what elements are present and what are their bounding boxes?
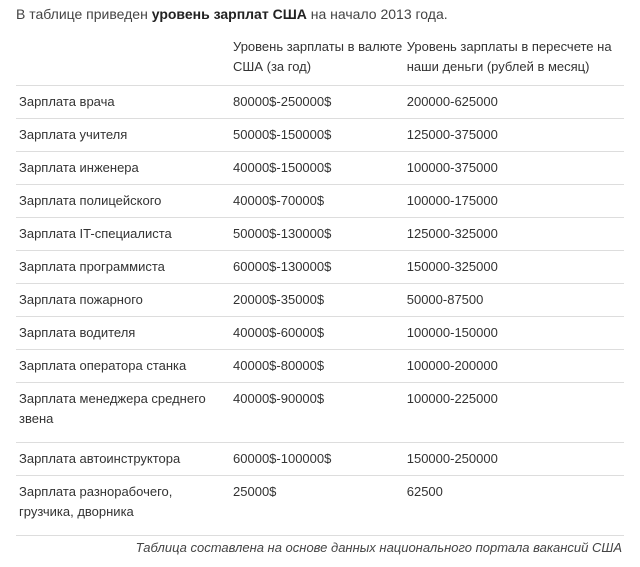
- row-rub: 125000-375000: [404, 119, 624, 152]
- row-label: Зарплата учителя: [16, 119, 230, 152]
- row-label: Зарплата оператора станка: [16, 350, 230, 383]
- table-row: [16, 185, 624, 218]
- row-label: Зарплата врача: [16, 86, 230, 119]
- table-row: [16, 152, 624, 185]
- row-usd: 60000$-130000$: [230, 251, 404, 284]
- row-usd: 50000$-150000$: [230, 119, 404, 152]
- row-rub: 150000-250000: [404, 443, 624, 476]
- row-rub: 100000-175000: [404, 185, 624, 218]
- intro-suffix: на начало 2013 года.: [306, 6, 448, 22]
- table-source-caption: Таблица составлена на основе данных национального портала вакансий США: [135, 540, 622, 555]
- row-label: Зарплата водителя: [16, 317, 230, 350]
- row-rub: 100000-225000: [404, 383, 624, 443]
- intro-text: [16, 5, 448, 23]
- row-usd: 40000$-60000$: [230, 317, 404, 350]
- row-usd: 25000$: [230, 476, 404, 536]
- row-usd: 40000$-90000$: [230, 383, 404, 443]
- row-rub: 62500: [404, 476, 624, 536]
- row-rub: 100000-200000: [404, 350, 624, 383]
- table-row: [16, 86, 624, 119]
- table-row: [16, 218, 624, 251]
- table-row: [16, 350, 624, 383]
- row-rub: 125000-325000: [404, 218, 624, 251]
- row-label: Зарплата разнорабочего, грузчика, дворника: [16, 476, 230, 536]
- table-header-row: [16, 32, 624, 86]
- row-label: Зарплата инженера: [16, 152, 230, 185]
- header-label: [16, 32, 230, 86]
- row-rub: 200000-625000: [404, 86, 624, 119]
- header-usd: Уровень зарплаты в валюте США (за год): [233, 39, 403, 74]
- row-usd: 20000$-35000$: [230, 284, 404, 317]
- row-label: Зарплата пожарного: [16, 284, 230, 317]
- row-label: Зарплата IT-специалиста: [16, 218, 230, 251]
- row-usd: 60000$-100000$: [230, 443, 404, 476]
- intro-prefix: В таблице приведен: [16, 6, 152, 22]
- row-label: Зарплата автоинструктора: [16, 443, 230, 476]
- table-row: [16, 251, 624, 284]
- table-row: [16, 443, 624, 476]
- row-rub: 100000-375000: [404, 152, 624, 185]
- intro-bold: уровень зарплат США: [151, 6, 307, 22]
- row-label: Зарплата полицейского: [16, 185, 230, 218]
- row-rub: 50000-87500: [404, 284, 624, 317]
- row-label: Зарплата менеджера среднего звена: [16, 383, 230, 443]
- row-rub: 150000-325000: [404, 251, 624, 284]
- row-usd: 80000$-250000$: [230, 86, 404, 119]
- row-usd: 40000$-70000$: [230, 185, 404, 218]
- row-usd: 40000$-150000$: [230, 152, 404, 185]
- table-row: [16, 119, 624, 152]
- row-label: Зарплата программиста: [16, 251, 230, 284]
- row-usd: 50000$-130000$: [230, 218, 404, 251]
- table-row: [16, 476, 624, 536]
- table-row: [16, 284, 624, 317]
- table-row: [16, 383, 624, 443]
- row-rub: 100000-150000: [404, 317, 624, 350]
- header-rub: Уровень зарплаты в пересчете на наши деньги (рублей в месяц): [406, 39, 612, 74]
- row-usd: 40000$-80000$: [230, 350, 404, 383]
- salary-table: [16, 32, 624, 536]
- table-row: [16, 317, 624, 350]
